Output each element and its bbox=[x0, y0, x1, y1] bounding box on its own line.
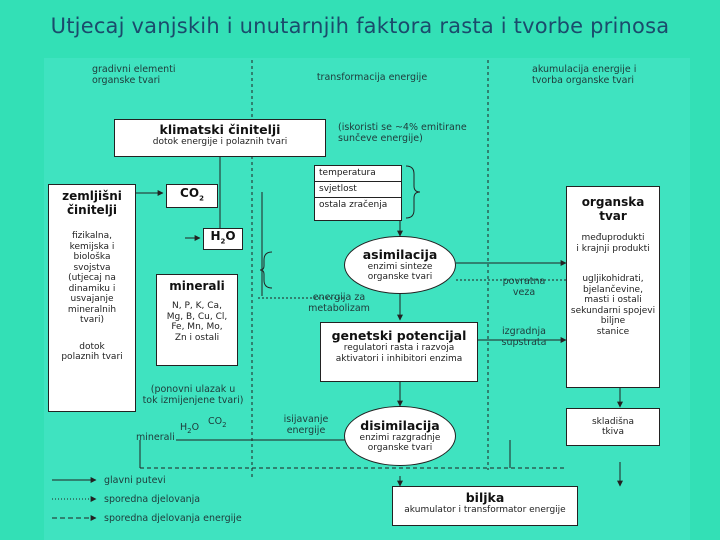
factor-temperature: temperatura bbox=[315, 166, 401, 182]
label-minerals-small: minerali bbox=[136, 432, 175, 443]
genetic-potential-title: genetski potencijal bbox=[331, 328, 467, 343]
label-reentry: (ponovni ulazak u tok izmijenjene tvari) bbox=[142, 384, 244, 406]
legend-main-paths: glavni putevi bbox=[104, 475, 166, 486]
header-building-elements: gradivni elementi organske tvari bbox=[92, 64, 176, 86]
h2o-label-tail: O bbox=[225, 229, 236, 244]
storage-tissue-box bbox=[566, 408, 660, 446]
organic-matter-box bbox=[566, 186, 660, 388]
climate-factors-subtitle: dotok energije i polaznih tvari bbox=[152, 137, 288, 147]
factor-light: svjetlost bbox=[315, 182, 401, 198]
plant-title: biljka bbox=[465, 490, 505, 505]
h2o-box bbox=[203, 228, 243, 250]
co2-box bbox=[166, 184, 218, 208]
label-co2-small-subscript: 2 bbox=[222, 420, 227, 429]
soil-factors-body: fizikalna, kemijska i biološka svojstva (utjecaj na dinamiku i usvajanje mineralnih tvari) bbox=[67, 231, 117, 325]
genetic-potential-box bbox=[320, 322, 478, 382]
label-substrate-building: izgradnja supstrata bbox=[501, 326, 547, 348]
label-co2-small: CO bbox=[208, 416, 223, 427]
label-h2o-small: H bbox=[180, 422, 188, 433]
legend-side-energy-effects: sporedna djelovanja energije bbox=[104, 513, 242, 524]
h2o-label: H bbox=[210, 229, 221, 244]
page-title: Utjecaj vanjskih i unutarnjih faktora rasta i tvorbe prinosa bbox=[50, 14, 670, 38]
minerals-list: N, P, K, Ca, Mg, B, Cu, Cl, Fe, Mn, Mo, Zn i ostali bbox=[166, 301, 228, 343]
label-h2o-small-subscript: 2 bbox=[187, 426, 192, 435]
soil-factors-box bbox=[48, 184, 136, 412]
assimilation-node bbox=[344, 236, 456, 294]
assimilation-title: asimilacija bbox=[362, 246, 438, 262]
climate-factors-title: klimatski činitelji bbox=[159, 122, 281, 137]
header-energy-accumulation: akumulacija energije i tvorba organske tvari bbox=[532, 64, 637, 86]
plant-box bbox=[392, 486, 578, 526]
factor-other-radiation: ostala zračenja bbox=[319, 200, 388, 210]
organic-matter-intermediates: međuprodukti i krajnji produkti bbox=[576, 233, 650, 254]
soil-factors-title: zemljišni činitelji bbox=[62, 189, 122, 217]
minerals-box bbox=[156, 274, 238, 366]
solar-factors-box bbox=[314, 165, 402, 221]
dissimilation-subtitle: enzimi razgradnje organske tvari bbox=[359, 432, 441, 453]
legend-side-effects: sporedna djelovanja bbox=[104, 494, 201, 505]
assimilation-subtitle: enzimi sinteze organske tvari bbox=[367, 261, 433, 282]
dissimilation-title: disimilacija bbox=[360, 417, 440, 433]
co2-subscript: 2 bbox=[199, 194, 204, 203]
co2-label: CO bbox=[180, 186, 200, 201]
climate-factors-box bbox=[114, 119, 326, 157]
label-energy-radiation: isijavanje energije bbox=[283, 414, 329, 436]
storage-tissue-label: skladišna tkiva bbox=[591, 416, 635, 437]
dissimilation-node bbox=[344, 406, 456, 466]
soil-inflow-label: dotok polaznih tvari bbox=[61, 341, 123, 362]
h2o-subscript: 2 bbox=[220, 237, 226, 246]
organic-matter-compounds: ugljikohidrati, bjelančevine, masti i ostali sekundarni spojevi biljne stanice bbox=[570, 274, 656, 337]
solar-energy-note: (iskoristi se ~4% emitirane sunčeve energije) bbox=[338, 122, 467, 144]
header-energy-transformation: transformacija energije bbox=[316, 72, 428, 83]
label-feedback: povratna veza bbox=[502, 276, 546, 298]
minerals-title: minerali bbox=[169, 279, 225, 293]
plant-subtitle: akumulator i transformator energije bbox=[404, 505, 566, 515]
label-energy-for-metabolism: energija za metabolizam bbox=[308, 292, 370, 314]
label-h2o-small-tail: O bbox=[191, 422, 200, 433]
organic-matter-title: organska tvar bbox=[581, 195, 645, 223]
genetic-potential-subtitle: regulatori rasta i razvoja aktivatori i inhibitori enzima bbox=[335, 343, 463, 364]
